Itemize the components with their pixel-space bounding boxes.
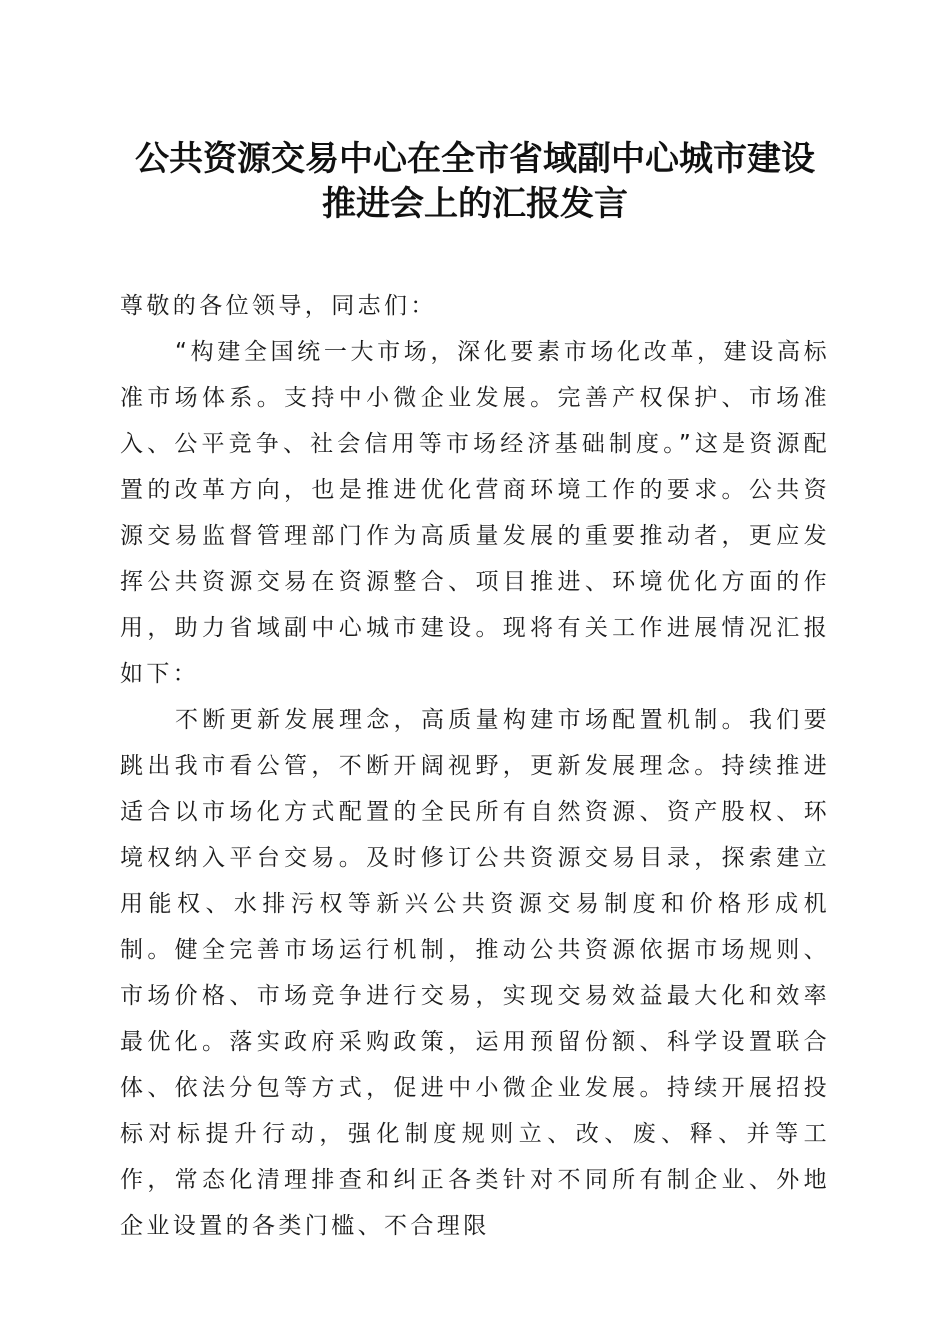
title-line-2: 推进会上的汇报发言 [322, 184, 628, 224]
paragraph-1: “构建全国统一大市场，深化要素市场化改革，建设高标准市场体系。支持中小微企业发展。完善产权保护、市场准入、公平竞争、社会信用等市场经济基础制度。”这是资源配置的改革方向，也是推进优化营商环境工作的要求。公共资源交易监督管理部门作为高质量发展的重要推动者，更应发挥公共资源交易在资源整合、项目推进、环境优化方面的作用，助力省域副中心城市建设。现将有关工作进展情况汇报如下： [120, 339, 830, 687]
salutation: 尊敬的各位领导，同志们： [120, 293, 437, 319]
paragraph-2: 不断更新发展理念，高质量构建市场配置机制。我们要跳出我市看公管，不断开阔视野，更新发展理念。持续推进适合以市场化方式配置的全民所有自然资源、资产股权、环境权纳入平台交易。及时修订公共资源交易目录，探索建立用能权、水排污权等新兴公共资源交易制度和价格形成机制。健全完善市场运行机制，推动公共资源依据市场规则、市场价格、市场竞争进行交易，实现交易效益最大化和效率最优化。落实政府采购政策，运用预留份额、科学设置联合体、依法分包等方式，促进中小微企业发展。持续开展招投标对标提升行动，强化制度规则立、改、废、释、并等工作，常态化清理排查和纠正各类针对不同所有制企业、外地企业设置的各类门槛、不合理限 [120, 707, 830, 1239]
document-body [120, 283, 830, 1249]
title-line-1: 公共资源交易中心在全市省域副中心城市建设 [135, 139, 815, 179]
document-title [100, 137, 850, 227]
